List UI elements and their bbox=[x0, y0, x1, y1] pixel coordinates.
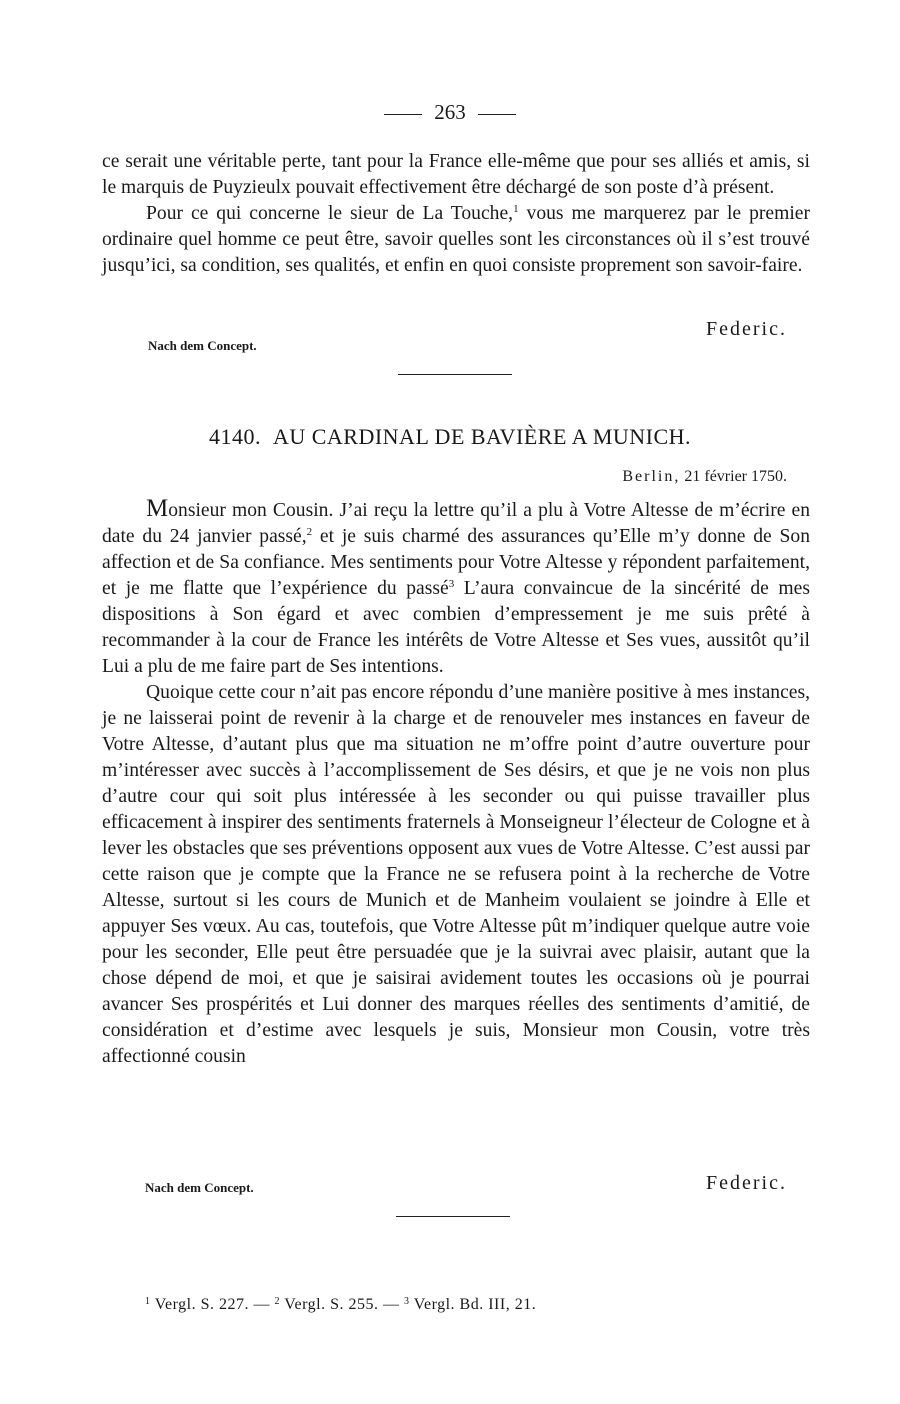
footnote-separator: — bbox=[382, 1296, 400, 1313]
section-divider bbox=[396, 1216, 510, 1217]
letter-body bbox=[102, 496, 810, 1070]
letter-number: 4140. bbox=[208, 424, 261, 449]
source-note: Nach dem Concept. bbox=[148, 338, 257, 353]
signature: Federic. bbox=[706, 318, 787, 340]
paragraph: ce serait une véritable perte, tant pour la France elle-même que pour ses alliés et amis, si le marquis de Puyzieulx pouvait effectivement être déchargé de son poste d’à présent. bbox=[102, 151, 810, 198]
footnote-separator: — bbox=[253, 1296, 270, 1313]
letter-title: AU CARDINAL DE BAVIÈRE A MUNICH. bbox=[272, 424, 692, 449]
paragraph: Monsieur mon Cousin. J’ai reçu la lettre qu’il a plu à Votre Altesse de m’écrire en date du 24 janvier passé,$^2$ et je suis charmé des assurances qu’Elle m’y donne de Son affection et de Sa confiance. Mes sentiments pour Votre Altesse y répondent parfaitement, et je me flatte que l’expérience du passé$^3$ L’aura convaincue de la sincérité de mes dispositions à Son égard et avec combien d’empressement je me suis prêté à recommander à la cour de France les intérêts de Votre Altesse et Ses vues, aussitôt qu’il Lui a plu de me faire part de Ses intentions. bbox=[102, 495, 811, 677]
letter-heading bbox=[0, 424, 900, 450]
page-header bbox=[0, 100, 900, 125]
paragraph: Pour ce qui concerne le sieur de La Touche,$^1$ vous me marquerez par le premier ordinaire quel homme ce peut être, savoir quelles sont les circonstances où il s’est trouvé jusqu’ici, sa condition, ses qualités, et enfin en quoi consiste proprement son savoir-faire. bbox=[102, 203, 810, 276]
letter-dateline bbox=[622, 468, 787, 486]
page-number: 263 bbox=[434, 100, 466, 124]
letter-place: Berlin, bbox=[622, 468, 681, 485]
footnote-ref: 3 bbox=[448, 578, 455, 590]
paragraph: Quoique cette cour n’ait pas encore répondu d’une manière positive à mes instances, je ne laisserai point de revenir à la charge et de renouveler mes instances en faveur de Votre Altesse, d’autant plus que ma situation ne m’offre point d’autre ouverture pour m’intéresser avec succès à l’accomplissement de Ses désirs, et que je ne vois non plus d’autre cour qui soit plus intéressée à les seconder ou qui puisse travailler plus efficacement à inspirer des sentiments fraternels à Monseigneur l’électeur de Cologne et à lever les obstacles que ses préventions opposent aux vues de Votre Altesse. C’est aussi par cette raison que je compte que la France ne se refusera point à la recherche de Votre Altesse, surtout si les cours de Munich et de Manheim voulaient se joindre à Elle et appuyer Ses vœux. Au cas, toutefois, que Votre Altesse pût m’indiquer quelque autre voie pour les seconder, Elle peut être persuadée que je la suivrai avec plaisir, autant que la chose dépend de moi, et que je saisirai avidement toutes les occasions où je pourrai avancer Ses prospérités et Lui donner des marques réelles des sentiments d’amitié, de considération et d’estime avec lesquels je suis, Monsieur mon Cousin, votre très affectionné cousin bbox=[102, 682, 810, 1067]
source-note: Nach dem Concept. bbox=[145, 1180, 254, 1195]
footnote: $^2$ Vergl. S. 255. bbox=[274, 1296, 379, 1313]
initial-capital: M bbox=[146, 495, 169, 522]
footnote-ref: 1 bbox=[513, 203, 519, 215]
letter-date: 21 février 1750. bbox=[684, 468, 787, 485]
header-dash-right bbox=[478, 114, 516, 115]
section-divider bbox=[398, 374, 512, 375]
header-dash-left bbox=[384, 114, 422, 115]
footnotes bbox=[145, 1296, 536, 1314]
previous-letter-body bbox=[102, 149, 810, 279]
footnote: $^3$ Vergl. Bd. III, 21. bbox=[403, 1296, 537, 1313]
footnote: $^1$ Vergl. S. 227. bbox=[145, 1296, 249, 1313]
footnote-ref: 2 bbox=[306, 526, 313, 538]
signature: Federic. bbox=[706, 1172, 787, 1194]
